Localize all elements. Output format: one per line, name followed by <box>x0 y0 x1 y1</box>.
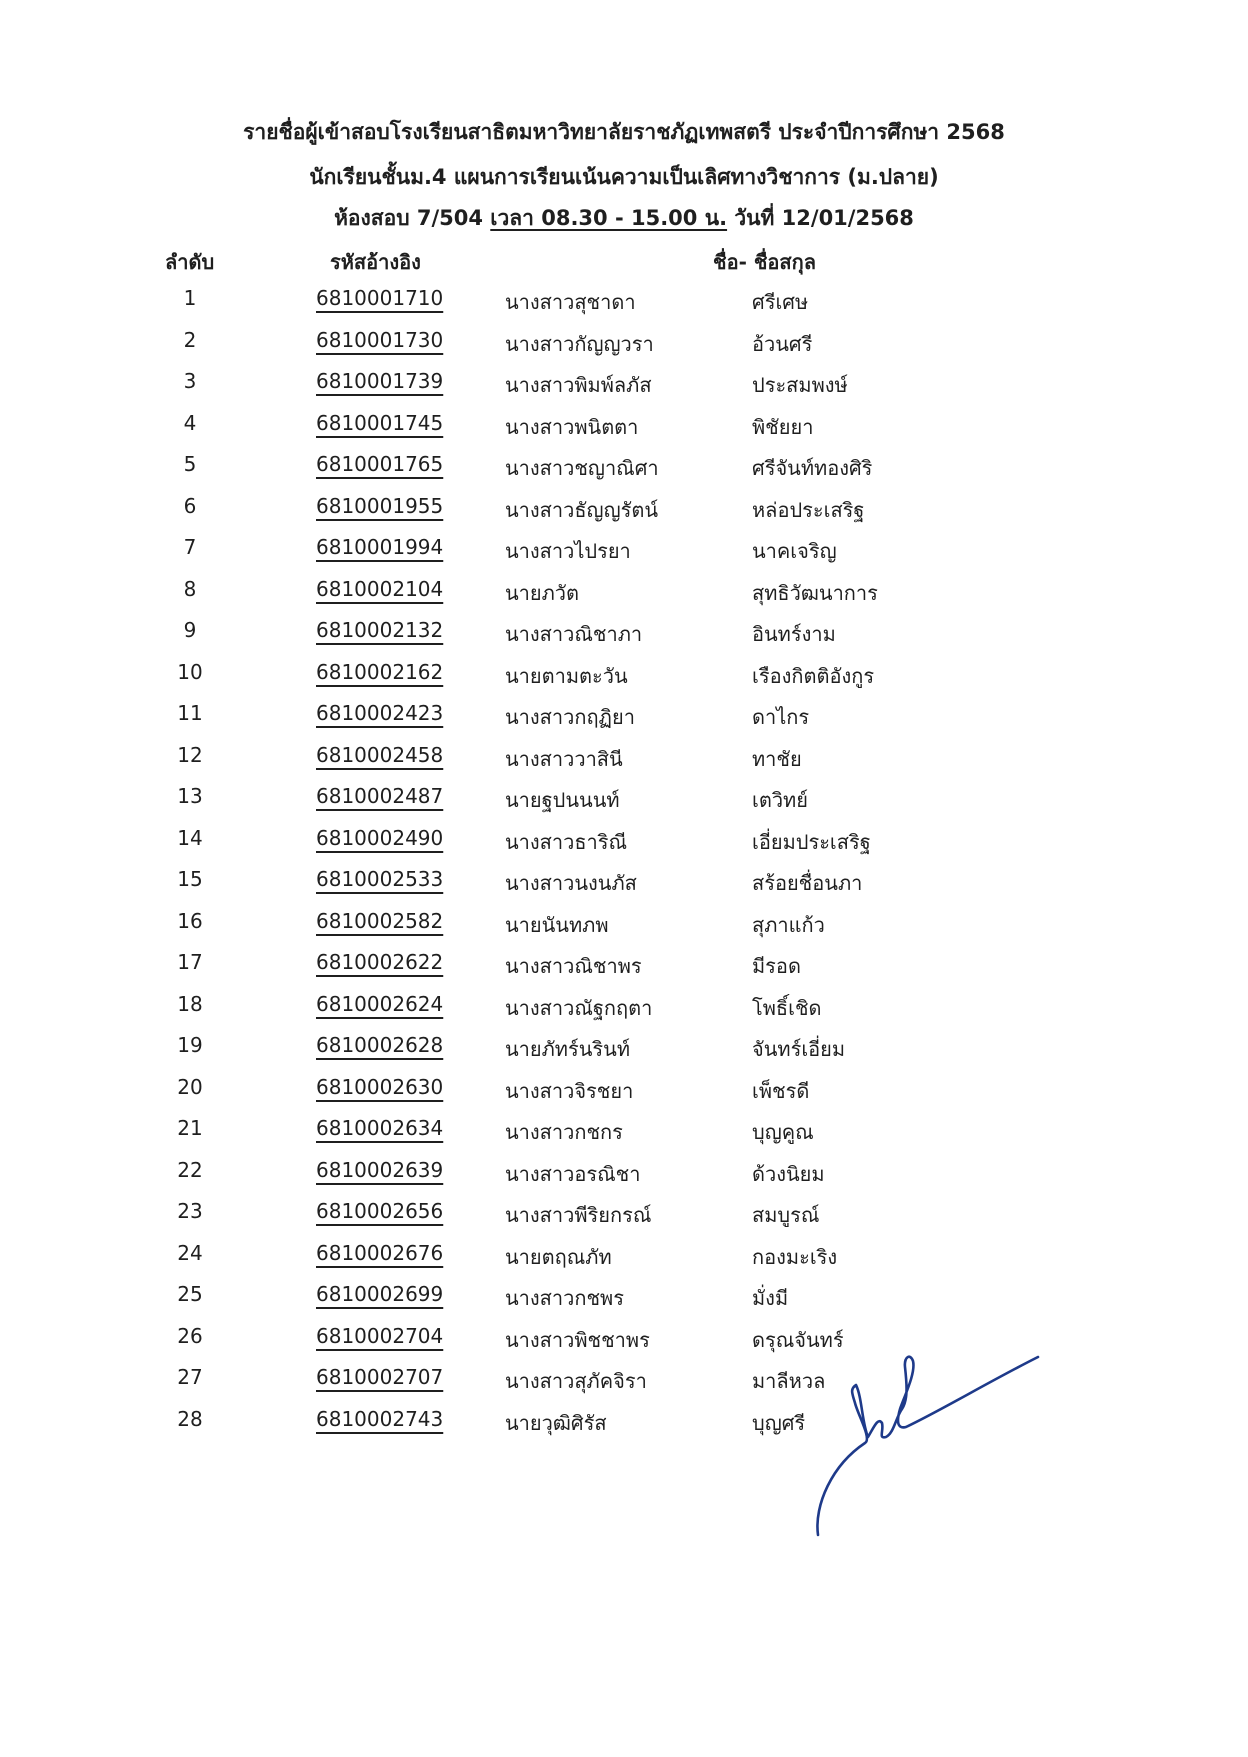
last-name: ศรีเศษ <box>752 290 809 314</box>
table-row <box>0 992 1248 1034</box>
reference-id: 6810002676 <box>316 1240 444 1265</box>
reference-id: 6810001730 <box>316 327 444 352</box>
reference-id: 6810002533 <box>316 867 444 891</box>
row-number: 27 <box>177 1365 203 1389</box>
last-name: ศรีจันท์ทองศิริ <box>752 456 873 480</box>
first-name: นางสาวกัญญวรา <box>505 331 654 356</box>
row-number: 7 <box>183 535 197 559</box>
last-name: สุภาแก้ว <box>752 912 825 937</box>
last-name: หล่อประเสริฐ <box>752 497 865 522</box>
last-name: มีรอด <box>752 954 801 978</box>
row-number: 10 <box>177 659 203 684</box>
reference-id: 6810002490 <box>316 825 444 850</box>
table-row <box>0 909 1248 951</box>
first-name: นางสาวสุภัคจิรา <box>505 1369 647 1393</box>
first-name: นายนันทภพ <box>505 912 609 937</box>
reference-id: 6810002699 <box>316 1282 444 1306</box>
last-name: สร้อยชื่อนภา <box>752 871 863 895</box>
first-name: นายตฤณภัท <box>505 1244 612 1269</box>
table-row <box>0 867 1248 909</box>
row-number: 1 <box>183 286 197 310</box>
reference-id: 6810001994 <box>316 535 444 559</box>
reference-id: 6810002704 <box>316 1323 444 1348</box>
exam-room: ห้องสอบ 7/504 <box>334 206 491 230</box>
table-row <box>0 1116 1248 1158</box>
signature-stroke <box>817 1357 1038 1535</box>
table-row <box>0 660 1248 702</box>
first-name: นายภวัต <box>505 580 580 605</box>
table-row <box>0 743 1248 785</box>
exam-date: วันที่ 12/01/2568 <box>727 206 914 230</box>
reference-id: 6810002630 <box>316 1074 444 1099</box>
last-name: บุญศรี <box>752 1410 806 1435</box>
last-name: ทาชัย <box>752 746 802 771</box>
table-row <box>0 286 1248 328</box>
reference-id: 6810002423 <box>316 701 444 725</box>
last-name: มั่งมี <box>752 1286 789 1310</box>
last-name: อินทร์งาม <box>752 622 836 646</box>
reference-id: 6810002162 <box>316 659 444 684</box>
first-name: นายวุฒิศิรัส <box>505 1410 607 1435</box>
first-name: นางสาวณิชาพร <box>505 954 642 978</box>
table-row <box>0 1365 1248 1407</box>
first-name: นางสาวพิชชาพร <box>505 1327 650 1352</box>
row-number: 3 <box>183 369 197 393</box>
row-number: 9 <box>183 618 197 642</box>
last-name: โพธิ์เชิด <box>752 995 822 1020</box>
reference-id: 6810001955 <box>316 493 444 518</box>
first-name: นางสาวชญาณิศา <box>505 456 659 480</box>
row-number: 18 <box>177 991 203 1016</box>
reference-id: 6810001765 <box>316 452 444 476</box>
reference-id: 6810002487 <box>316 784 444 808</box>
table-row <box>0 1158 1248 1200</box>
first-name: นางสาววาสินี <box>505 746 623 771</box>
reference-id: 6810002458 <box>316 742 444 767</box>
last-name: นาคเจริญ <box>752 539 837 563</box>
first-name: นางสาวอรณิชา <box>505 1161 641 1186</box>
row-number: 26 <box>177 1323 203 1348</box>
column-header-no: ลำดับ <box>165 250 215 274</box>
first-name: นางสาวกชกร <box>505 1120 623 1144</box>
row-number: 8 <box>183 576 197 601</box>
reference-id: 6810002743 <box>316 1406 444 1431</box>
first-name: นายฐปนนนท์ <box>505 788 620 812</box>
row-number: 22 <box>177 1157 203 1182</box>
document-title: รายชื่อผู้เข้าสอบโรงเรียนสาธิตมหาวิทยาลัยราชภัฏเทพสตรี ประจำปีการศึกษา 2568 <box>243 120 1005 144</box>
reference-id: 6810002132 <box>316 618 444 642</box>
first-name: นางสาวพิมพ์ลภัส <box>505 373 652 397</box>
last-name: จันทร์เอี่ยม <box>752 1037 846 1061</box>
first-name: นางสาวณิชาภา <box>505 622 643 646</box>
table-row <box>0 328 1248 370</box>
table-row <box>0 1241 1248 1283</box>
row-number: 4 <box>183 410 197 435</box>
row-number: 21 <box>177 1116 203 1140</box>
row-number: 20 <box>177 1074 203 1099</box>
table-row <box>0 369 1248 411</box>
reference-id: 6810002622 <box>316 950 444 974</box>
first-name: นางสาวธาริณี <box>505 829 628 854</box>
first-name: นางสาวพีริยกรณ์ <box>505 1203 652 1227</box>
last-name: กองมะเริง <box>752 1244 838 1269</box>
reference-id: 6810001739 <box>316 369 444 393</box>
last-name: พิชัยยา <box>752 414 814 439</box>
first-name: นางสาวสุชาดา <box>505 290 636 314</box>
table-row <box>0 494 1248 536</box>
reference-id: 6810002628 <box>316 1033 444 1057</box>
last-name: สมบูรณ์ <box>752 1203 820 1227</box>
last-name: มาลีหวล <box>752 1369 826 1393</box>
row-number: 19 <box>177 1033 203 1057</box>
row-number: 17 <box>177 950 203 974</box>
exam-info <box>0 202 1248 235</box>
last-name: เพ็ชรดี <box>752 1078 810 1103</box>
reference-id: 6810002582 <box>316 908 444 933</box>
last-name: อ้วนศรี <box>752 331 813 356</box>
table-row <box>0 577 1248 619</box>
first-name: นางสาวธัญญรัตน์ <box>505 497 659 522</box>
column-header-id: รหัสอ้างอิง <box>330 250 421 274</box>
table-row <box>0 826 1248 868</box>
row-number: 14 <box>177 825 203 850</box>
last-name: เรืองกิตติอังกูร <box>752 663 875 688</box>
row-number: 23 <box>177 1199 203 1223</box>
last-name: ดาไกร <box>752 705 810 729</box>
row-number: 28 <box>177 1406 203 1431</box>
first-name: นางสาวจิรชยา <box>505 1078 634 1103</box>
reference-id: 6810001710 <box>316 286 444 310</box>
row-number: 13 <box>177 784 203 808</box>
first-name: นายตามตะวัน <box>505 663 628 688</box>
first-name: นางสาวณัฐกฤตา <box>505 995 653 1020</box>
table-row <box>0 1075 1248 1117</box>
row-number: 11 <box>177 701 203 725</box>
first-name: นายภัทร์นรินท์ <box>505 1037 630 1061</box>
row-number: 5 <box>183 452 197 476</box>
table-row <box>0 1033 1248 1075</box>
reference-id: 6810002656 <box>316 1199 444 1223</box>
reference-id: 6810002639 <box>316 1157 444 1182</box>
last-name: ประสมพงษ์ <box>752 373 848 397</box>
table-row <box>0 1407 1248 1449</box>
last-name: เตวิทย์ <box>752 788 808 812</box>
document-subtitle: นักเรียนชั้นม.4 แผนการเรียนเน้นความเป็นเลิศทางวิชาการ (ม.ปลาย) <box>309 165 939 189</box>
first-name: นางสาวนงนภัส <box>505 871 637 895</box>
signature <box>810 1345 1050 1545</box>
table-row <box>0 950 1248 992</box>
table-row <box>0 1282 1248 1324</box>
row-number: 16 <box>177 908 203 933</box>
row-number: 15 <box>177 867 203 891</box>
table-row <box>0 618 1248 660</box>
reference-id: 6810002707 <box>316 1365 444 1389</box>
reference-id: 6810002104 <box>316 576 444 601</box>
table-row <box>0 535 1248 577</box>
last-name: สุทธิวัฒนาการ <box>752 580 878 605</box>
exam-time: เวลา 08.30 - 15.00 น. <box>490 206 728 230</box>
table-row <box>0 1324 1248 1366</box>
table-row <box>0 411 1248 453</box>
reference-id: 6810001745 <box>316 410 444 435</box>
row-number: 2 <box>183 327 197 352</box>
table-row <box>0 1199 1248 1241</box>
reference-id: 6810002634 <box>316 1116 444 1140</box>
first-name: นางสาวไปรยา <box>505 539 631 563</box>
table-row <box>0 452 1248 494</box>
row-number: 24 <box>177 1240 203 1265</box>
first-name: นางสาวกชพร <box>505 1286 624 1310</box>
row-number: 25 <box>177 1282 203 1306</box>
row-number: 6 <box>183 493 197 518</box>
reference-id: 6810002624 <box>316 991 444 1016</box>
last-name: ด้วงนิยม <box>752 1161 825 1186</box>
table-row <box>0 701 1248 743</box>
column-header-name: ชื่อ- ชื่อสกุล <box>713 250 817 274</box>
last-name: ดรุณจันทร์ <box>752 1327 844 1352</box>
last-name: บุญคูณ <box>752 1120 814 1144</box>
row-number: 12 <box>177 742 203 767</box>
last-name: เอี่ยมประเสริฐ <box>752 829 871 854</box>
first-name: นางสาวพนิตตา <box>505 414 639 439</box>
table-row <box>0 784 1248 826</box>
first-name: นางสาวกฤฏิยา <box>505 705 635 729</box>
